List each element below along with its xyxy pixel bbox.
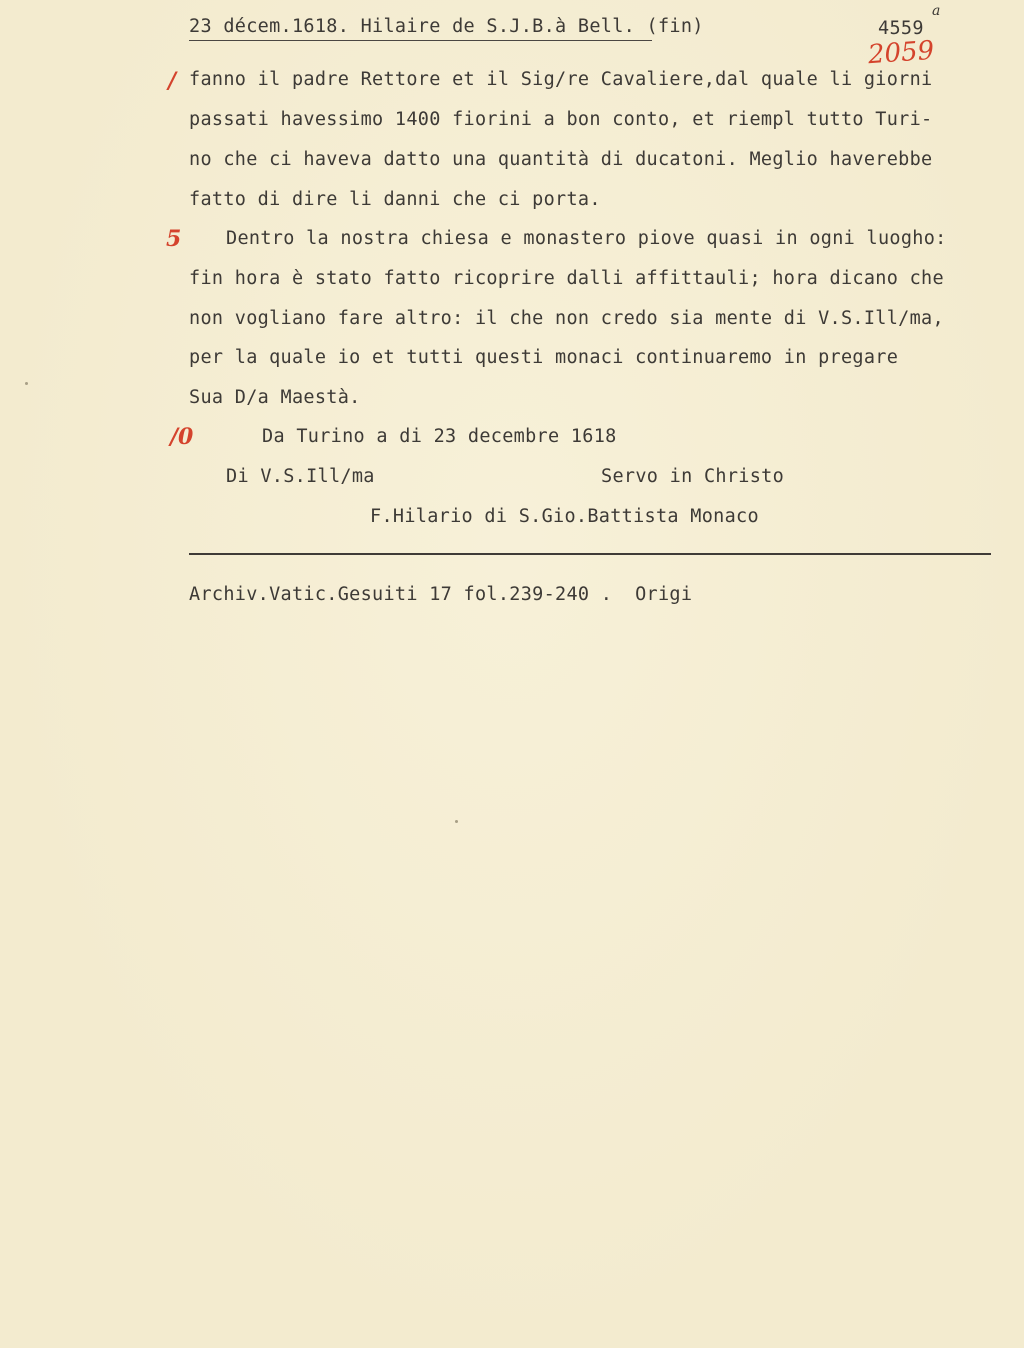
footer-source: Archiv.Vatic.Gesuiti 17 fol.239-240 . Origi (189, 584, 693, 605)
body-line-1: fanno il padre Rettore et il Sig/re Cavaliere,dal quale li giorni (189, 69, 933, 90)
body-line-2: passati havessimo 1400 fiorini a bon conto, et riempl tutto Turi- (189, 109, 933, 130)
handwritten-folio-number: 2059 (867, 35, 936, 71)
body-line-3: no che ci haveva datto una quantità di ducatoni. Meglio haverebbe (189, 149, 933, 170)
body-line-5: Dentro la nostra chiesa e monastero piove quasi in ogni luogho: (226, 228, 947, 249)
margin-mark-line-10: /0 (170, 424, 194, 450)
footer-divider (189, 553, 991, 555)
margin-mark-line-1: / (168, 68, 177, 94)
paper-speck (25, 382, 28, 385)
page-number-superscript: a (932, 3, 941, 19)
closing-signature: F.Hilario di S.Gio.Battista Monaco (370, 506, 759, 527)
page-number: 4559 (878, 18, 924, 39)
margin-mark-line-5: 5 (166, 226, 182, 252)
closing-valediction: Servo in Christo (601, 466, 785, 487)
header-underline (189, 40, 652, 41)
body-line-6: fin hora è stato fatto ricoprire dalli affittauli; hora dicano che (189, 268, 944, 289)
paper-speck (455, 820, 458, 823)
header-title: 23 décem.1618. Hilaire de S.J.B.à Bell. (fin) (189, 16, 704, 37)
body-line-8: per la quale io et tutti questi monaci continuaremo in pregare (189, 347, 899, 368)
closing-addressee: Di V.S.Ill/ma (226, 466, 375, 487)
body-line-9: Sua D/a Maestà. (189, 387, 361, 408)
closing-place-date: Da Turino a di 23 decembre 1618 (262, 426, 617, 447)
body-line-7: non vogliano fare altro: il che non credo sia mente di V.S.Ill/ma, (189, 308, 944, 329)
body-line-4: fatto di dire li danni che ci porta. (189, 189, 601, 210)
